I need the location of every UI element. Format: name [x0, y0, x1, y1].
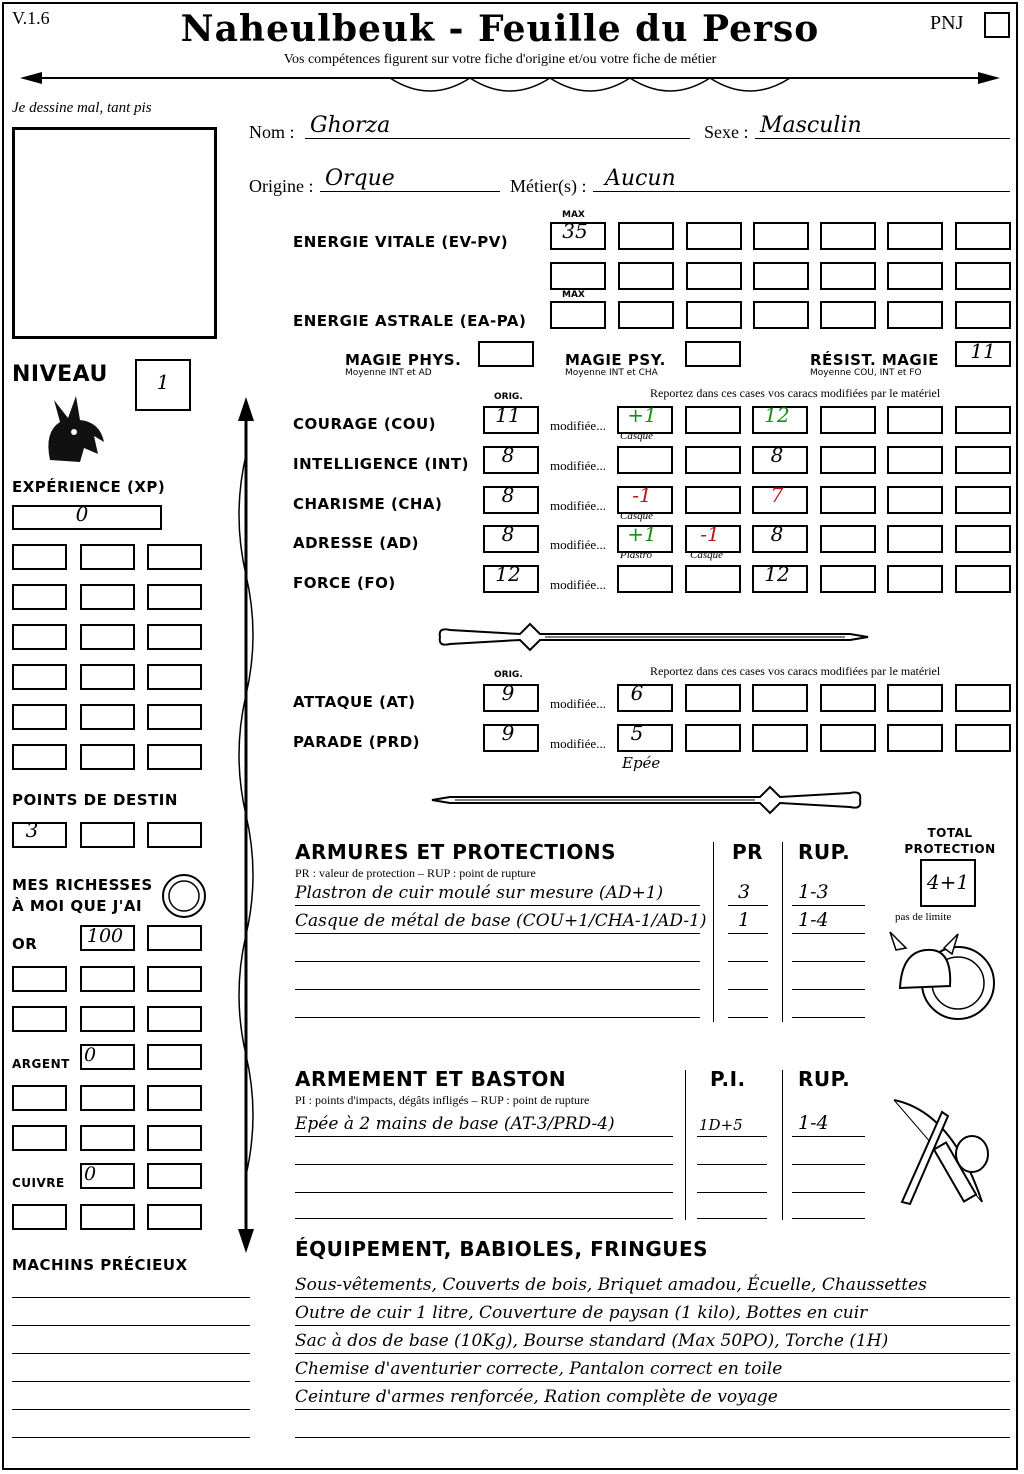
carac-modifie-label: modifiée...: [550, 577, 606, 592]
ev-box[interactable]: [753, 262, 809, 290]
carac-mod-box-courage[interactable]: [820, 406, 876, 434]
xp-box[interactable]: [12, 744, 67, 770]
armure-rup: 1-4: [798, 909, 829, 931]
sword-icon-2: [430, 775, 870, 825]
xp-box[interactable]: [147, 584, 202, 610]
combat-mod-box-parade[interactable]: [685, 724, 741, 752]
or-value: 100: [86, 925, 124, 947]
origine-value[interactable]: Orque: [325, 166, 395, 191]
niveau-label: NIVEAU: [12, 362, 108, 387]
ea-box[interactable]: [887, 301, 943, 329]
arme-pi-line[interactable]: [697, 1218, 767, 1219]
origine-field-line: [320, 191, 500, 192]
combat-mod-box-parade[interactable]: [752, 724, 808, 752]
ea-box[interactable]: [753, 301, 809, 329]
combat-mod-box-attaque[interactable]: [752, 684, 808, 712]
nom-label: Nom :: [249, 122, 295, 142]
armement-col-pi: P.I.: [710, 1067, 746, 1091]
arme-rup-line[interactable]: [792, 1136, 865, 1137]
carac-label-charisme: CHARISME (CHA): [293, 495, 443, 513]
carac-orig-adresse: 8: [501, 522, 515, 546]
spear-divider-icon: [10, 64, 1010, 104]
xp-box[interactable]: [80, 544, 135, 570]
money-box[interactable]: [80, 1006, 135, 1032]
carac-mod-box-courage[interactable]: [887, 406, 943, 434]
carac-modifie-label: modifiée...: [550, 498, 606, 513]
armure-pr: 1: [738, 909, 751, 931]
money-box[interactable]: [80, 1204, 135, 1230]
armure-pr-line[interactable]: [728, 961, 768, 962]
carac-mod-box-intelligence[interactable]: [685, 446, 741, 474]
arme-rup: 1-4: [798, 1112, 829, 1134]
money-box[interactable]: [147, 925, 202, 951]
carac-final-force: 12: [764, 562, 790, 586]
argent-label: ARGENT: [12, 1057, 70, 1071]
machins-line[interactable]: [12, 1437, 250, 1438]
carac-modifie-label: modifiée...: [550, 537, 606, 552]
destin-box[interactable]: [12, 822, 67, 848]
combat-mod-box-parade[interactable]: [820, 724, 876, 752]
money-box[interactable]: [80, 966, 135, 992]
armure-pr-line[interactable]: [728, 933, 768, 934]
ev-box[interactable]: [887, 222, 943, 250]
equipement-item: Outre de cuir 1 litre, Couverture de paysan (1 kilo), Bottes en cuir: [295, 1303, 868, 1323]
equipement-item: Chemise d'aventurier correcte, Pantalon correct en toile: [295, 1359, 783, 1379]
xp-box[interactable]: [12, 624, 67, 650]
armement-divider: [685, 1070, 686, 1220]
combat-mod1-parade: 5: [630, 721, 644, 745]
carac-final-intelligence: 8: [770, 443, 784, 467]
carac-mod-box-intelligence[interactable]: [617, 446, 673, 474]
xp-box[interactable]: [12, 664, 67, 690]
xp-value: 0: [75, 502, 89, 526]
carac-orig-charisme: 8: [501, 483, 515, 507]
xp-box[interactable]: [80, 744, 135, 770]
equipement-item: Sac à dos de base (10Kg), Bourse standard (Max 50PO), Torche (1H): [295, 1331, 889, 1351]
destin-label: POINTS DE DESTIN: [12, 791, 178, 809]
ea-box[interactable]: [955, 301, 1011, 329]
arme-rup-line[interactable]: [792, 1164, 865, 1165]
destin-value: 3: [25, 818, 39, 842]
money-box[interactable]: [147, 1044, 202, 1070]
carac-label-adresse: ADRESSE (AD): [293, 534, 420, 552]
armure-line[interactable]: [295, 933, 700, 934]
machins-line[interactable]: [12, 1297, 250, 1298]
arme-line[interactable]: [295, 1164, 673, 1165]
arme-line[interactable]: [295, 1192, 673, 1193]
sword-icon: [430, 612, 870, 662]
armures-title: ARMURES ET PROTECTIONS: [295, 840, 616, 864]
carac-final-courage: 12: [764, 403, 790, 427]
magie-phys-sub: Moyenne INT et AD: [345, 368, 432, 378]
ev-box[interactable]: [820, 262, 876, 290]
combat-orig-attaque: 9: [501, 681, 515, 705]
carac-mod1-courage: +1: [627, 403, 657, 427]
equipement-item: Sous-vêtements, Couverts de bois, Briquet amadou, Écuelle, Chaussettes: [295, 1275, 927, 1295]
arme-rup-line[interactable]: [792, 1192, 865, 1193]
ea-box[interactable]: [550, 301, 606, 329]
ea-box[interactable]: [686, 301, 742, 329]
combat-orig-parade: 9: [501, 721, 515, 745]
armement-divider-2: [782, 1070, 783, 1220]
sexe-field-line: [755, 138, 1010, 139]
destin-box[interactable]: [147, 822, 202, 848]
money-box[interactable]: [12, 966, 67, 992]
armure-line[interactable]: [295, 1017, 700, 1018]
ev-box[interactable]: [820, 222, 876, 250]
money-box[interactable]: [12, 1085, 67, 1111]
xp-box[interactable]: [147, 744, 202, 770]
armure-rup-line[interactable]: [792, 1017, 865, 1018]
arme-pi: 1D+5: [699, 1116, 743, 1134]
carac-label-intelligence: INTELLIGENCE (INT): [293, 455, 469, 473]
armure-name: Casque de métal de base (COU+1/CHA-1/AD-1): [295, 911, 707, 931]
equipement-line[interactable]: [295, 1297, 1010, 1298]
sexe-value[interactable]: Masculin: [760, 113, 862, 138]
armure-rup-line[interactable]: [792, 961, 865, 962]
armement-sub: PI : points d'impacts, dégâts infligés – RUP : point de rupture: [295, 1093, 590, 1107]
combat-label-parade: PARADE (PRD): [293, 733, 421, 751]
ev-box[interactable]: [955, 222, 1011, 250]
richesses-label-1: MES RICHESSES: [12, 876, 153, 894]
equipement-title: ÉQUIPEMENT, BABIOLES, FRINGUES: [295, 1237, 709, 1261]
niveau-value: 1: [156, 370, 170, 394]
carac-orig-intelligence: 8: [501, 443, 515, 467]
equipement-line[interactable]: [295, 1381, 1010, 1382]
xp-box[interactable]: [147, 544, 202, 570]
ev-box[interactable]: [887, 262, 943, 290]
resist-magie-value: 11: [970, 339, 996, 363]
carac-mod1-note-adresse: Plastro: [620, 549, 652, 561]
carac-mod1-charisme: -1: [632, 483, 652, 507]
combat-mod-box-attaque[interactable]: [685, 684, 741, 712]
arme-pi-line[interactable]: [697, 1164, 767, 1165]
argent-value: 0: [83, 1044, 97, 1066]
carac-mod-box-force[interactable]: [887, 565, 943, 593]
money-box[interactable]: [147, 1085, 202, 1111]
armures-col-pr: PR: [732, 840, 764, 864]
carac-mod-box-charisme[interactable]: [887, 486, 943, 514]
combat-label-attaque: ATTAQUE (AT): [293, 693, 416, 711]
cuivre-label: CUIVRE: [12, 1176, 65, 1190]
armement-col-rup: RUP.: [798, 1067, 851, 1091]
carac-orig-courage: 11: [495, 403, 521, 427]
money-box[interactable]: [147, 1125, 202, 1151]
total-protection-value: 4+1: [926, 870, 970, 894]
arme-name: Epée à 2 mains de base (AT-3/PRD-4): [295, 1114, 615, 1134]
machins-label: MACHINS PRÉCIEUX: [12, 1256, 188, 1274]
version-label: V.1.6: [12, 8, 50, 28]
ev-max-value: 35: [562, 219, 588, 243]
ea-max-label: MAX: [562, 290, 585, 300]
xp-box[interactable]: [80, 704, 135, 730]
carac-mod-box-courage[interactable]: [955, 406, 1011, 434]
xp-box[interactable]: [80, 624, 135, 650]
magie-phys-label: MAGIE PHYS.: [345, 351, 462, 369]
money-box[interactable]: [12, 1204, 67, 1230]
arme-pi-line[interactable]: [697, 1192, 767, 1193]
money-box[interactable]: [80, 1085, 135, 1111]
arme-line[interactable]: [295, 1136, 673, 1137]
page-title: Naheulbeuk - Feuille du Perso: [180, 8, 820, 50]
machins-line[interactable]: [12, 1325, 250, 1326]
armement-title: ARMEMENT ET BASTON: [295, 1067, 567, 1091]
carac-mod-box-charisme[interactable]: [685, 486, 741, 514]
money-box[interactable]: [80, 1163, 135, 1189]
pnj-label: PNJ: [930, 12, 964, 34]
nom-value[interactable]: Ghorza: [310, 113, 391, 138]
weapons-icon: [882, 1092, 1002, 1217]
carac-mod-box-courage[interactable]: [685, 406, 741, 434]
combat-orig-label: ORIG.: [494, 670, 523, 680]
money-box[interactable]: [147, 1163, 202, 1189]
magie-psy-box[interactable]: [685, 341, 741, 367]
carac-mod-box-charisme[interactable]: [820, 486, 876, 514]
carac-mod2-note-adresse: Casque: [690, 549, 723, 561]
carac-mod1-adresse: +1: [627, 522, 657, 546]
carac-mod-box-intelligence[interactable]: [820, 446, 876, 474]
carac-mod1-note-charisme: Casque: [620, 510, 653, 522]
carac-mod2-adresse: -1: [700, 522, 720, 546]
combat-note: Reportez dans ces cases vos caracs modifiées par le matériel: [650, 664, 941, 678]
carac-final-adresse: 8: [770, 522, 784, 546]
richesses-label-2: À MOI QUE J'AI: [12, 897, 143, 915]
armure-rup-line[interactable]: [792, 989, 865, 990]
resist-magie-sub: Moyenne COU, INT et FO: [810, 368, 922, 378]
metier-label: Métier(s) :: [510, 176, 587, 196]
pnj-checkbox[interactable]: [984, 12, 1010, 38]
carac-mod-box-charisme[interactable]: [955, 486, 1011, 514]
portrait-caption: Je dessine mal, tant pis: [12, 100, 152, 116]
magie-psy-label: MAGIE PSY.: [565, 351, 666, 369]
ev-box[interactable]: [550, 262, 606, 290]
metier-field-line: [593, 191, 1010, 192]
armure-name: Plastron de cuir moulé sur mesure (AD+1): [295, 883, 664, 903]
nom-field-line: [305, 138, 690, 139]
carac-mod-box-adresse[interactable]: [955, 525, 1011, 553]
combat-mod-box-parade[interactable]: [955, 724, 1011, 752]
ev-max-label: MAX: [562, 210, 585, 220]
armures-col-rup: RUP.: [798, 840, 851, 864]
armure-rup-line[interactable]: [792, 933, 865, 934]
carac-mod1-note-courage: Casque: [620, 430, 653, 442]
equipement-line[interactable]: [295, 1409, 1010, 1410]
combat-modifie-label: modifiée...: [550, 696, 606, 711]
combat-mod-box-attaque[interactable]: [887, 684, 943, 712]
money-box[interactable]: [147, 1006, 202, 1032]
resist-magie-label: RÉSIST. MAGIE: [810, 351, 940, 369]
armure-pr-line[interactable]: [728, 989, 768, 990]
coin-icon: [160, 872, 208, 920]
xp-box[interactable]: [12, 704, 67, 730]
combat-mod-box-attaque[interactable]: [955, 684, 1011, 712]
money-box[interactable]: [80, 1125, 135, 1151]
armure-pr-line[interactable]: [728, 1017, 768, 1018]
xp-box[interactable]: [12, 584, 67, 610]
carac-mod-box-force[interactable]: [617, 565, 673, 593]
ea-box[interactable]: [820, 301, 876, 329]
spear-decoration-icon: [228, 395, 264, 1255]
combat-mod-box-parade[interactable]: [887, 724, 943, 752]
ev-label: ENERGIE VITALE (EV-PV): [293, 233, 509, 251]
ev-box[interactable]: [955, 262, 1011, 290]
combat-modifie-label: modifiée...: [550, 736, 606, 751]
xp-box[interactable]: [147, 624, 202, 650]
money-box[interactable]: [147, 1204, 202, 1230]
money-box[interactable]: [12, 1125, 67, 1151]
equipement-line[interactable]: [295, 1353, 1010, 1354]
ea-box[interactable]: [618, 301, 674, 329]
destin-box[interactable]: [80, 822, 135, 848]
armure-rup-line[interactable]: [792, 905, 865, 906]
money-box[interactable]: [147, 966, 202, 992]
limit-note: pas de limite: [895, 911, 952, 923]
caracs-orig-label: ORIG.: [494, 392, 523, 402]
subtitle: Vos compétences figurent sur votre fiche d'origine et/ou votre fiche de métier: [283, 52, 717, 67]
carac-mod-box-intelligence[interactable]: [955, 446, 1011, 474]
armure-line[interactable]: [295, 905, 700, 906]
cuivre-value: 0: [83, 1163, 97, 1185]
portrait-box[interactable]: [12, 127, 217, 339]
armure-line[interactable]: [295, 961, 700, 962]
armure-rup: 1-3: [798, 881, 829, 903]
metier-value[interactable]: Aucun: [605, 166, 676, 191]
equipement-line[interactable]: [295, 1325, 1010, 1326]
money-box[interactable]: [80, 1044, 135, 1070]
ev-box[interactable]: [618, 222, 674, 250]
carac-mod-box-force[interactable]: [820, 565, 876, 593]
armure-pr: 3: [738, 881, 751, 903]
carac-modifie-label: modifiée...: [550, 458, 606, 473]
equipement-item: Ceinture d'armes renforcée, Ration complète de voyage: [295, 1387, 778, 1407]
armures-sub: PR : valeur de protection – RUP : point de rupture: [295, 866, 536, 880]
armure-pr-line[interactable]: [728, 905, 768, 906]
machins-line[interactable]: [12, 1409, 250, 1410]
armures-divider-2: [782, 842, 783, 1022]
xp-box[interactable]: [80, 584, 135, 610]
xp-box[interactable]: [147, 704, 202, 730]
ev-box[interactable]: [618, 262, 674, 290]
combat-mod1-attaque: 6: [630, 681, 644, 705]
carac-modifie-label: modifiée...: [550, 418, 606, 433]
magie-psy-sub: Moyenne INT et CHA: [565, 368, 658, 378]
or-label: OR: [12, 935, 38, 953]
combat-mod-box-attaque[interactable]: [820, 684, 876, 712]
xp-box[interactable]: [12, 544, 67, 570]
armure-line[interactable]: [295, 989, 700, 990]
magie-phys-box[interactable]: [478, 341, 534, 367]
carac-label-force: FORCE (FO): [293, 574, 396, 592]
sexe-label: Sexe :: [704, 122, 749, 142]
ea-label: ENERGIE ASTRALE (EA-PA): [293, 312, 527, 330]
money-box[interactable]: [12, 1006, 67, 1032]
carac-mod-box-intelligence[interactable]: [887, 446, 943, 474]
xp-box[interactable]: [80, 664, 135, 690]
machins-line[interactable]: [12, 1353, 250, 1354]
carac-mod-box-adresse[interactable]: [887, 525, 943, 553]
ev-box[interactable]: [686, 222, 742, 250]
carac-label-courage: COURAGE (COU): [293, 415, 437, 433]
equipement-line[interactable]: [295, 1437, 1010, 1438]
total-label-2: PROTECTION: [904, 842, 996, 856]
carac-mod-box-adresse[interactable]: [820, 525, 876, 553]
armures-divider: [713, 842, 714, 1022]
xp-box[interactable]: [147, 664, 202, 690]
arme-line[interactable]: [295, 1218, 673, 1219]
carac-orig-force: 12: [495, 562, 521, 586]
carac-final-charisme: 7: [770, 483, 784, 507]
caracs-note: Reportez dans ces cases vos caracs modifiées par le matériel: [650, 386, 941, 400]
origine-label: Origine :: [249, 176, 314, 196]
arme-pi-line[interactable]: [697, 1136, 767, 1137]
total-label-1: TOTAL: [927, 826, 973, 840]
ev-box[interactable]: [686, 262, 742, 290]
helmet-shield-icon: [888, 928, 998, 1028]
arme-rup-line[interactable]: [792, 1218, 865, 1219]
ev-box[interactable]: [753, 222, 809, 250]
machins-line[interactable]: [12, 1381, 250, 1382]
carac-mod-box-force[interactable]: [685, 565, 741, 593]
xp-label: EXPÉRIENCE (XP): [12, 478, 166, 496]
dragon-icon: [40, 392, 108, 464]
combat-mod1-note-parade: Epée: [622, 754, 661, 772]
money-box[interactable]: [80, 925, 135, 951]
carac-mod-box-force[interactable]: [955, 565, 1011, 593]
